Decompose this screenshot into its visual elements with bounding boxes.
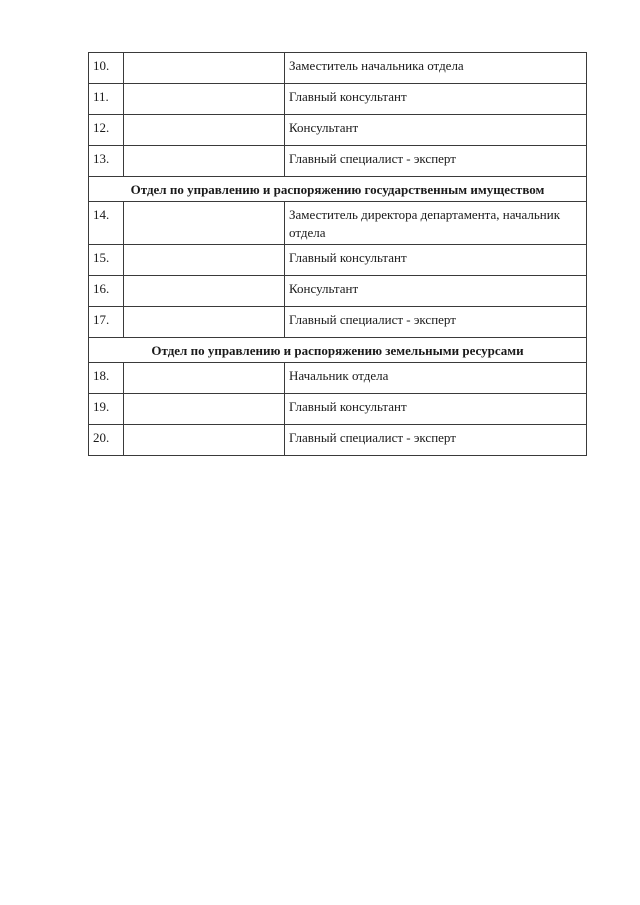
row-number: 18. [89,363,124,394]
table-row [89,84,587,115]
position-title: Главный консультант [285,245,587,276]
section-title: Отдел по управлению и распоряжению государственным имуществом [89,177,587,202]
row-number: 11. [89,84,124,115]
row-number: 15. [89,245,124,276]
empty-cell [124,146,285,177]
empty-cell [124,307,285,338]
empty-cell [124,84,285,115]
row-number: 20. [89,425,124,456]
position-title: Консультант [285,115,587,146]
position-title: Заместитель начальника отдела [285,53,587,84]
section-title: Отдел по управлению и распоряжению земельными ресурсами [89,338,587,363]
row-number: 13. [89,146,124,177]
empty-cell [124,245,285,276]
table-row [89,307,587,338]
table-row [89,394,587,425]
position-title: Главный специалист - эксперт [285,425,587,456]
empty-cell [124,425,285,456]
empty-cell [124,202,285,245]
table-row [89,276,587,307]
table-row [89,146,587,177]
position-title: Консультант [285,276,587,307]
row-number: 14. [89,202,124,245]
table-row [89,363,587,394]
table-row [89,425,587,456]
position-title: Главный консультант [285,84,587,115]
position-title: Главный специалист - эксперт [285,146,587,177]
table-row [89,53,587,84]
empty-cell [124,394,285,425]
table-row [89,202,587,245]
table-row [89,245,587,276]
position-title: Главный консультант [285,394,587,425]
row-number: 10. [89,53,124,84]
position-title: Главный специалист - эксперт [285,307,587,338]
row-number: 12. [89,115,124,146]
empty-cell [124,363,285,394]
position-title: Заместитель директора департамента, начальник отдела [285,202,587,245]
table-row [89,115,587,146]
empty-cell [124,53,285,84]
section-header-row [89,338,587,363]
empty-cell [124,115,285,146]
row-number: 16. [89,276,124,307]
empty-cell [124,276,285,307]
section-header-row [89,177,587,202]
position-title: Начальник отдела [285,363,587,394]
row-number: 19. [89,394,124,425]
row-number: 17. [89,307,124,338]
staff-positions-table [88,52,587,456]
